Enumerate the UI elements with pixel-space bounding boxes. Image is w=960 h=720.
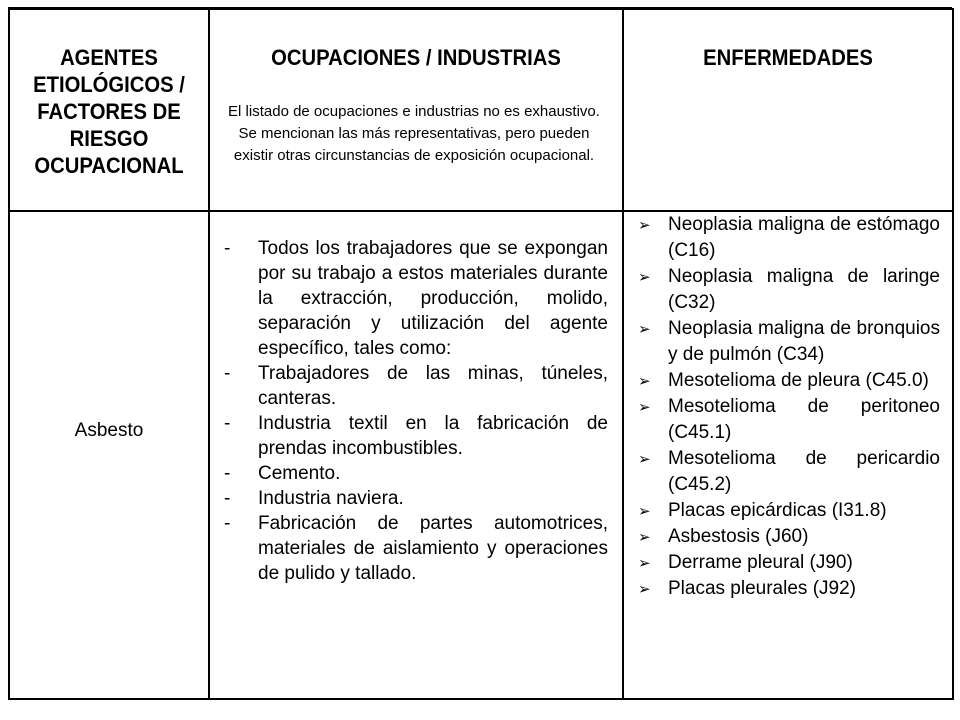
agent-cell — [9, 211, 209, 699]
header-agents-label: AGENTES ETIOLÓGICOS / FACTORES DE RIESGO OCUPACIONAL — [33, 45, 185, 178]
occupations-cell — [209, 211, 623, 699]
list-item: ➢ Mesotelioma de peritoneo (C45.1) — [630, 394, 940, 446]
occupations-list — [218, 236, 608, 586]
list-item: - Trabajadores de las minas, túneles, canteras. — [218, 361, 608, 411]
header-occupations-note: El listado de ocupaciones e industrias no es exhaustivo. Se mencionan las más representativas, pero pueden existir otras circunstancias de exposición ocupacional. — [228, 103, 600, 164]
list-item: ➢ Placas pleurales (J92) — [630, 576, 940, 602]
header-occupations-label: OCUPACIONES / INDUSTRIAS — [271, 45, 561, 70]
list-item: - Todos los trabajadores que se expongan por su trabajo a estos materiales durante la extracción, producción, molido, separación y utilización del agente específico, tales como: — [218, 236, 608, 361]
agent-name: Asbesto — [74, 420, 144, 441]
list-item: ➢ Neoplasia maligna de laringe (C32) — [630, 264, 940, 316]
list-item: ➢ Mesotelioma de pericardio (C45.2) — [630, 446, 940, 498]
header-agents — [9, 9, 209, 211]
occupational-disease-table — [8, 8, 954, 700]
list-item: - Industria textil en la fabricación de prendas incombustibles. — [218, 411, 608, 461]
list-item: - Cemento. — [218, 461, 608, 486]
header-occupations — [209, 9, 623, 211]
list-item: ➢ Derrame pleural (J90) — [630, 550, 940, 576]
list-item: ➢ Placas epicárdicas (I31.8) — [630, 498, 940, 524]
header-diseases — [623, 9, 953, 211]
diseases-list — [624, 212, 952, 602]
list-item: - Fabricación de partes automotrices, materiales de aislamiento y operaciones de pulido y tallado. — [218, 511, 608, 586]
list-item: - Industria naviera. — [218, 486, 608, 511]
diseases-cell — [623, 211, 953, 699]
list-item: ➢ Mesotelioma de pleura (C45.0) — [630, 368, 940, 394]
header-diseases-label: ENFERMEDADES — [703, 45, 873, 70]
table-row — [9, 211, 953, 699]
list-item: ➢ Asbestosis (J60) — [630, 524, 940, 550]
header-row — [9, 9, 953, 211]
list-item: ➢ Neoplasia maligna de estómago (C16) — [630, 212, 940, 264]
list-item: ➢ Neoplasia maligna de bronquios y de pulmón (C34) — [630, 316, 940, 368]
